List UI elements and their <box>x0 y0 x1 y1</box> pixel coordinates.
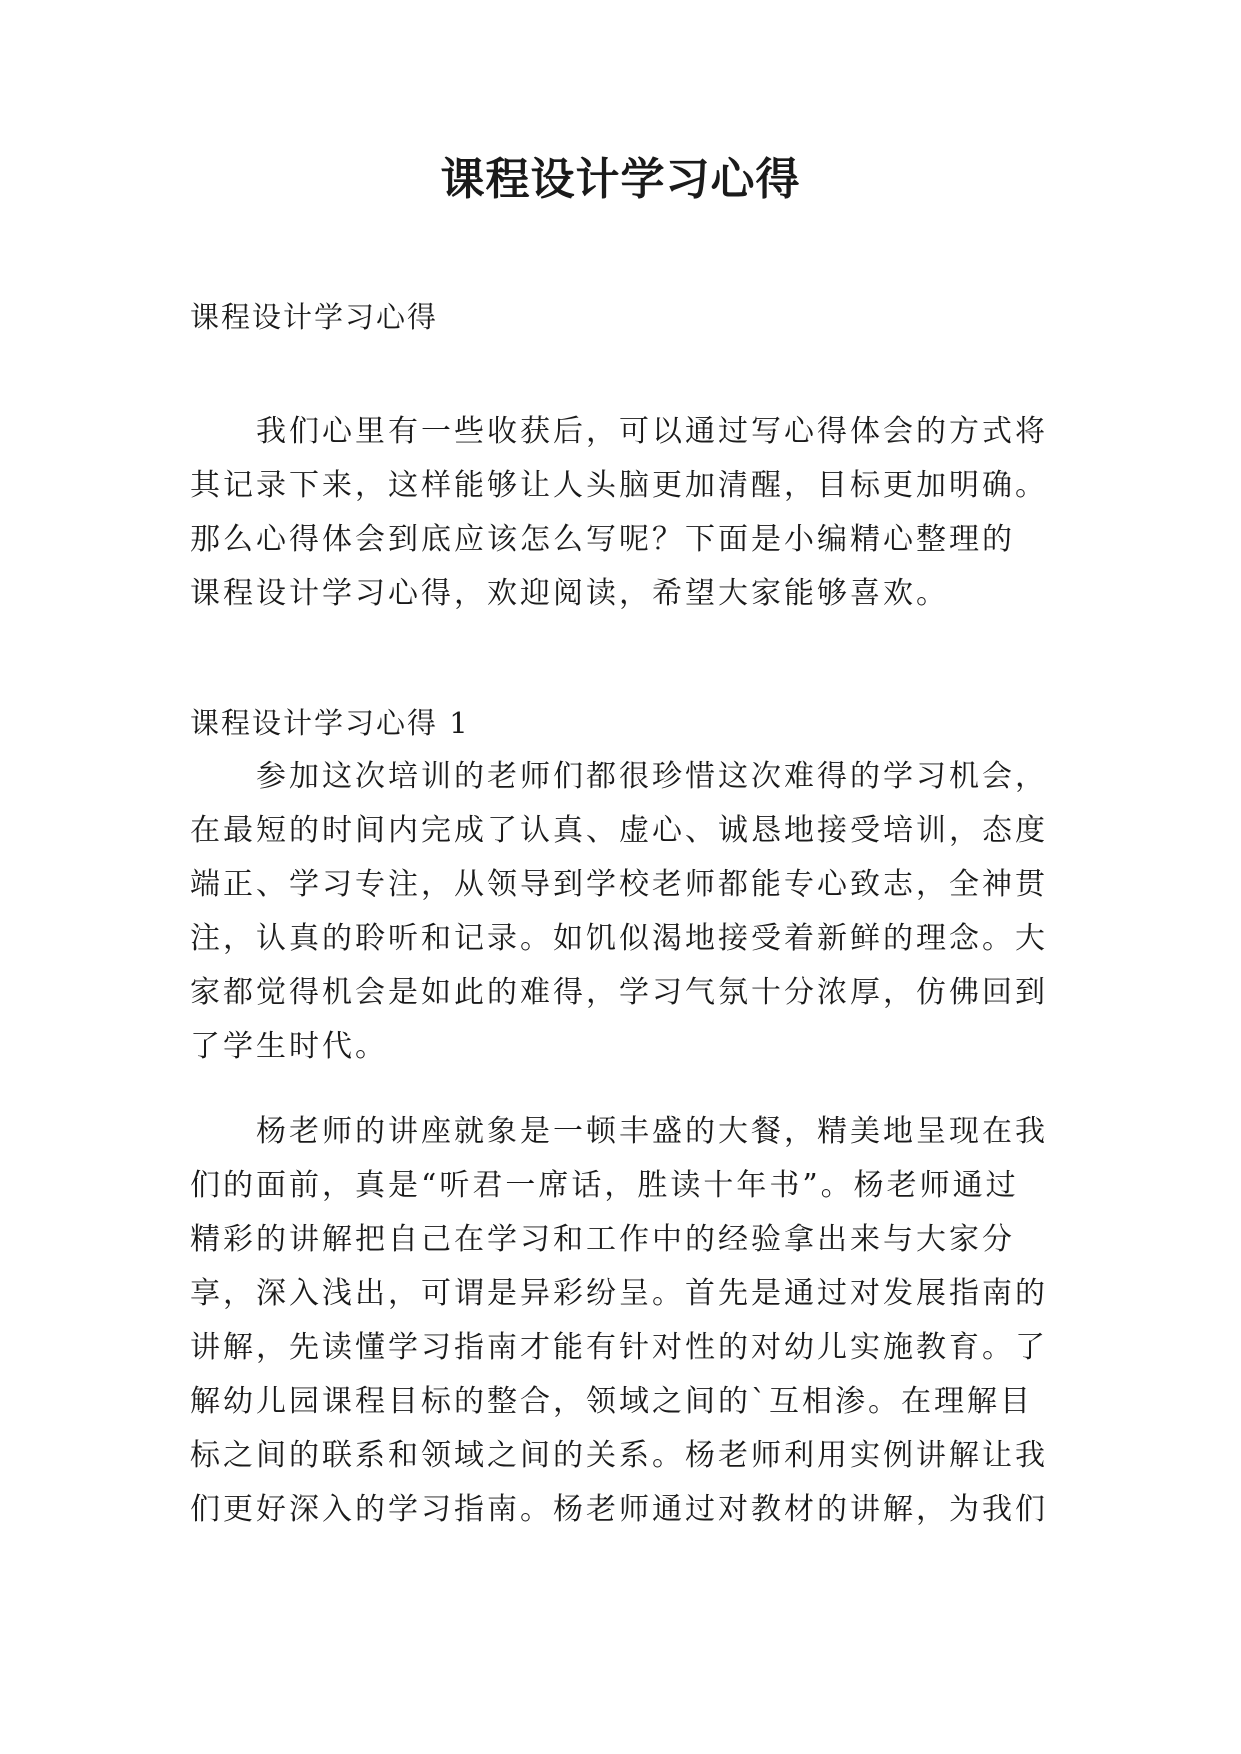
paragraph-line: 们的面前，真是“听君一席话，胜读十年书”。杨老师通过 <box>190 1168 1019 1203</box>
paragraph-line: 们更好深入的学习指南。杨老师通过对教材的讲解，为我们 <box>190 1492 1048 1527</box>
paragraph-line: 参加这次培训的老师们都很珍惜这次难得的学习机会， <box>256 759 1048 794</box>
paragraph-line: 讲解，先读懂学习指南才能有针对性的对幼儿实施教育。了 <box>190 1330 1048 1365</box>
paragraph-line: 享，深入浅出，可谓是异彩纷呈。首先是通过对发展指南的 <box>190 1276 1048 1311</box>
intro-line: 那么心得体会到底应该怎么写呢？下面是小编精心整理的 <box>190 522 1015 557</box>
intro-line: 我们心里有一些收获后，可以通过写心得体会的方式将 <box>256 414 1048 449</box>
body-paragraph-2 <box>190 1105 1070 1537</box>
paragraph-line: 精彩的讲解把自己在学习和工作中的经验拿出来与大家分 <box>190 1222 1015 1257</box>
paragraph-line: 解幼儿园课程目标的整合，领域之间的`互相渗。在理解目 <box>190 1384 1033 1419</box>
intro-line: 课程设计学习心得，欢迎阅读，希望大家能够喜欢。 <box>190 576 949 611</box>
paragraph-line: 杨老师的讲座就象是一顿丰盛的大餐，精美地呈现在我 <box>256 1114 1048 1149</box>
section-heading: 课程设计学习心得 1 <box>190 706 470 740</box>
document-subtitle: 课程设计学习心得 <box>190 300 439 334</box>
paragraph-line: 了学生时代。 <box>190 1029 388 1064</box>
paragraph-line: 在最短的时间内完成了认真、虚心、诚恳地接受培训，态度 <box>190 813 1048 848</box>
paragraph-line: 注，认真的聆听和记录。如饥似渴地接受着新鲜的理念。大 <box>190 921 1048 956</box>
intro-line: 其记录下来，这样能够让人头脑更加清醒，目标更加明确。 <box>190 468 1048 503</box>
paragraph-line: 端正、学习专注，从领导到学校老师都能专心致志，全神贯 <box>190 867 1048 902</box>
paragraph-line: 标之间的联系和领域之间的关系。杨老师利用实例讲解让我 <box>190 1438 1048 1473</box>
body-paragraph-1 <box>190 750 1070 1074</box>
intro-paragraph <box>190 405 1070 621</box>
paragraph-line: 家都觉得机会是如此的难得，学习气氛十分浓厚，仿佛回到 <box>190 975 1048 1010</box>
document-title: 课程设计学习心得 <box>440 154 801 205</box>
